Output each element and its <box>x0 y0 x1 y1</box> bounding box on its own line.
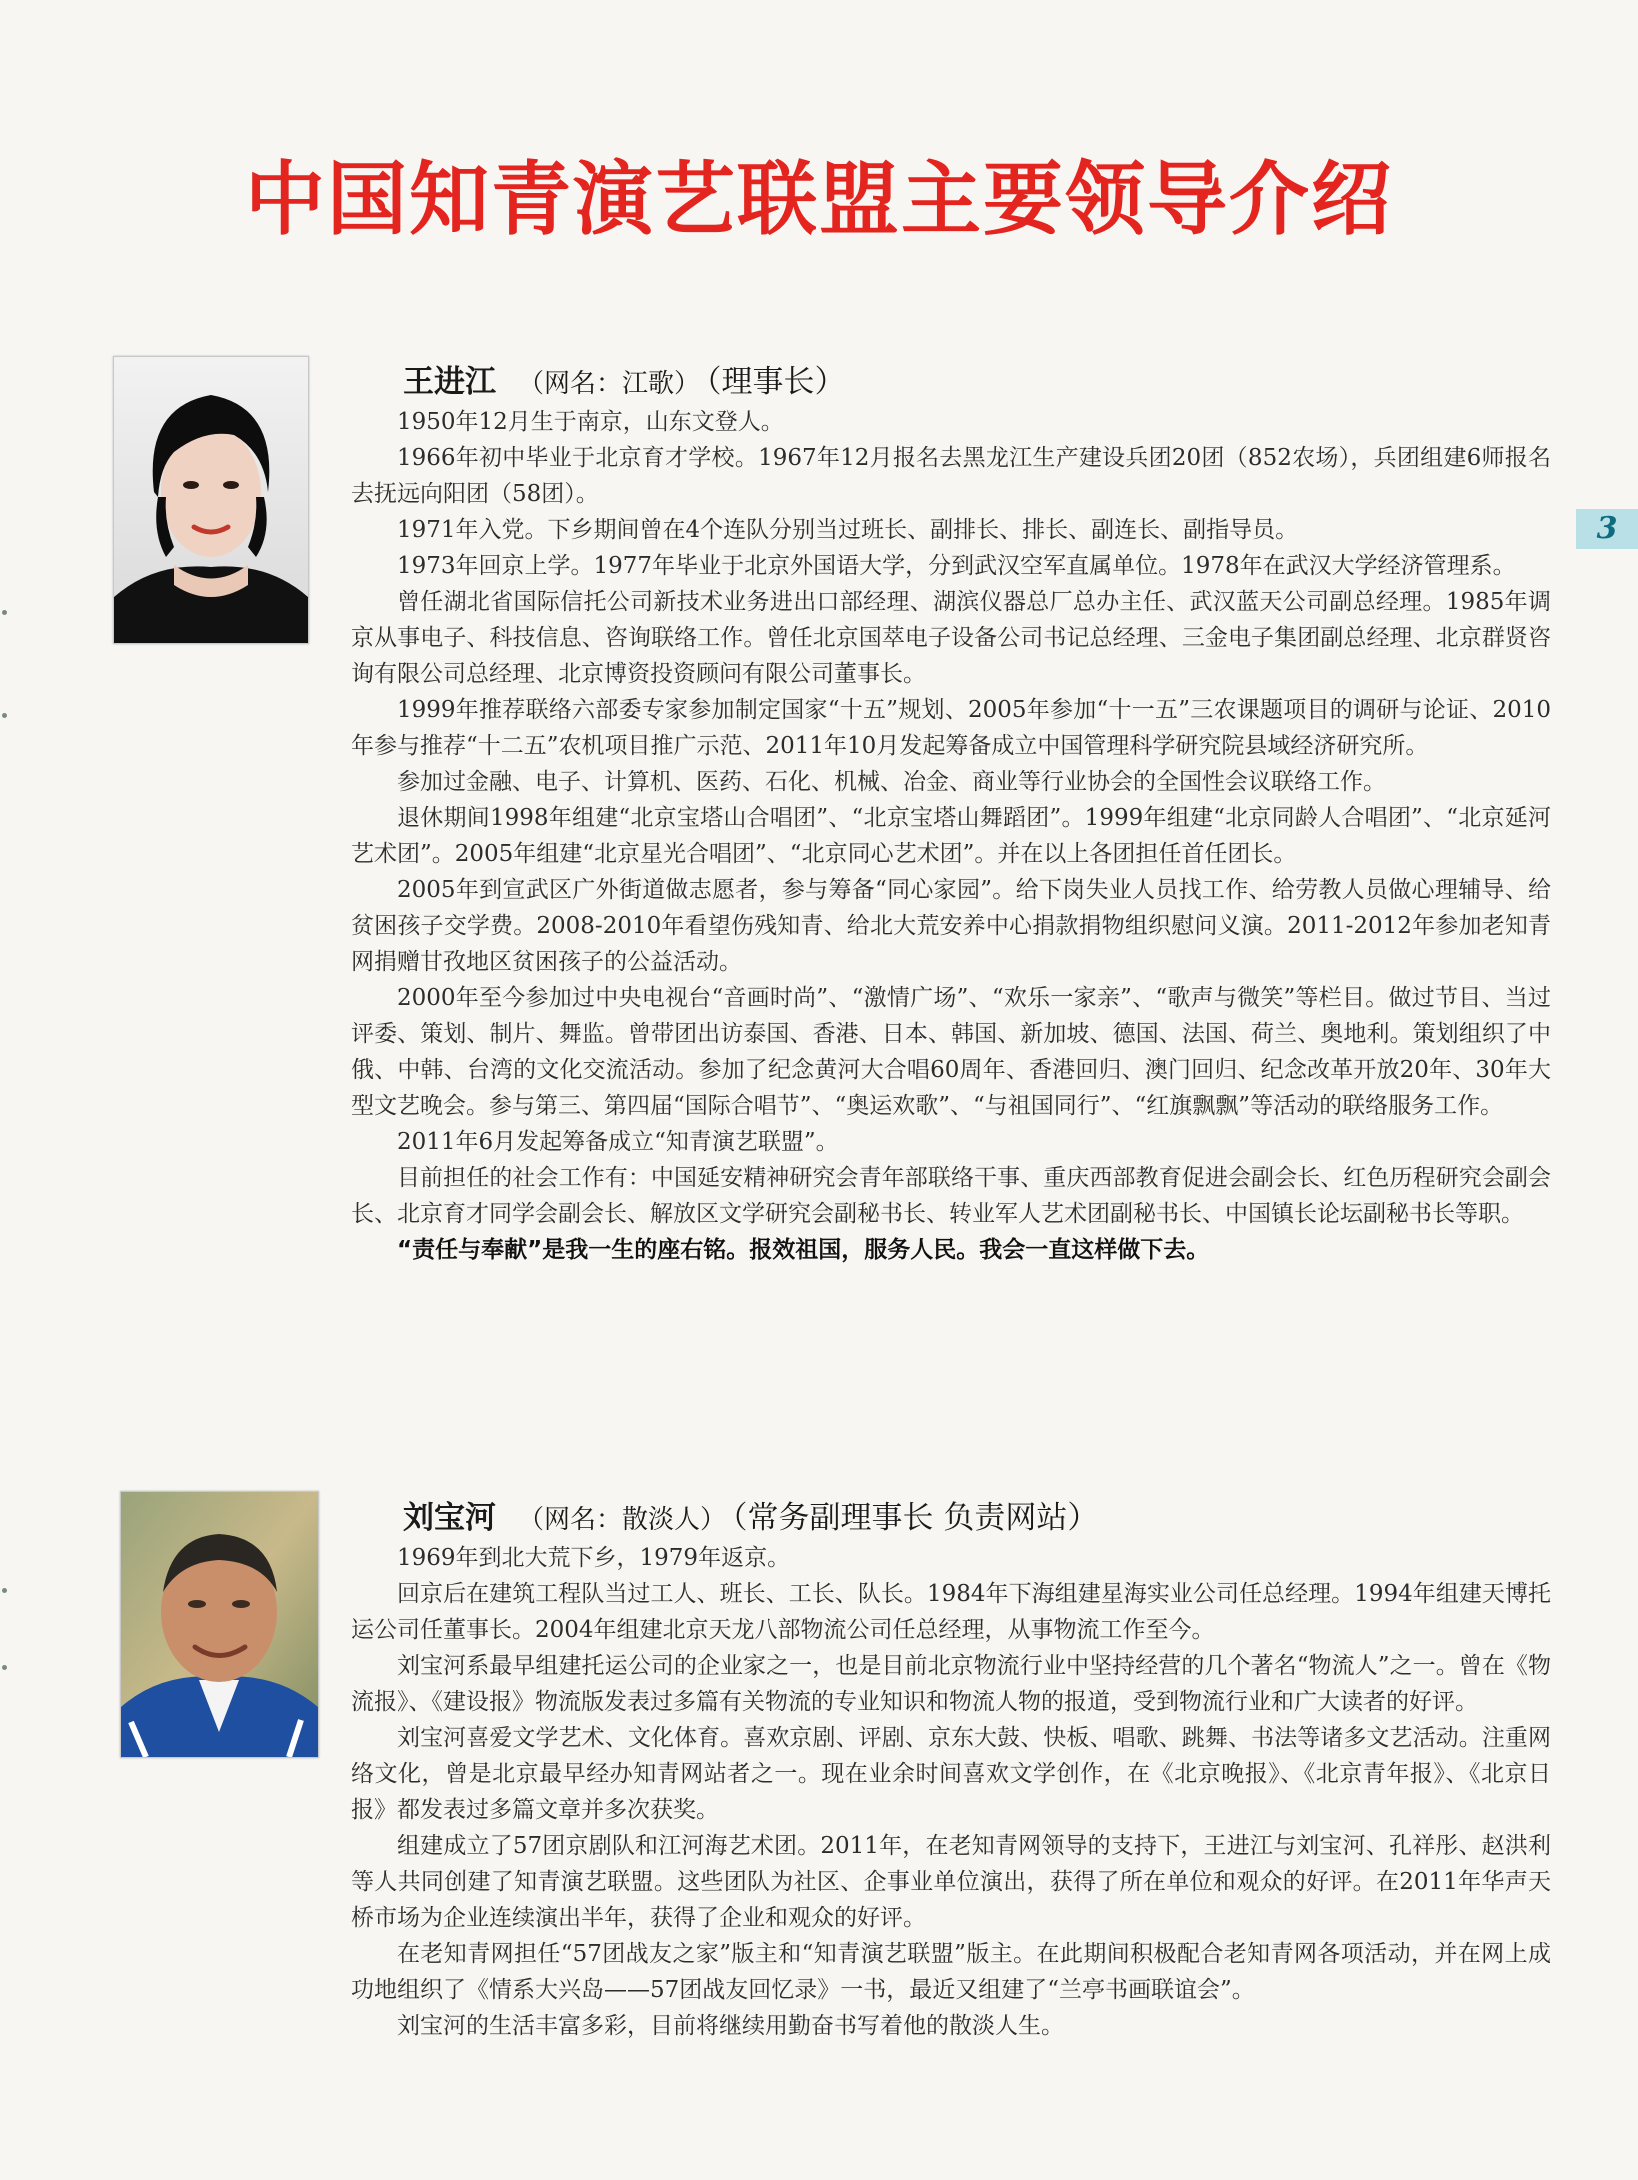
portrait-image <box>114 357 308 643</box>
margin-dot <box>2 1588 7 1593</box>
profile-paragraph: 2005年到宣武区广外街道做志愿者，参与筹备“同心家园”。给下岗失业人员找工作、给劳教人员做心理辅导、给贫困孩子交学费。2008-2010年看望伤残知青、给北大荒安养中心捐款捐物组织慰问义演。2011-2012年参加老知青网捐赠甘孜地区贫困孩子的公益活动。 <box>351 877 1551 975</box>
profile-paragraph: 1966年初中毕业于北京育才学校。1967年12月报名去黑龙江生产建设兵团20团（852农场），兵团组建6师报名去抚远向阳团（58团）。 <box>351 445 1551 507</box>
portrait-image <box>121 1492 318 1757</box>
profile-paragraph: 1973年回京上学。1977年毕业于北京外国语大学，分到武汉空军直属单位。1978年在武汉大学经济管理系。 <box>397 553 1516 579</box>
profile-paragraph: 曾任湖北省国际信托公司新技术业务进出口部经理、湖滨仪器总厂总办主任、武汉蓝天公司副总经理。1985年调京从事电子、科技信息、咨询联络工作。曾任北京国萃电子设备公司书记总经理、三金电子集团副总经理、北京群贤咨询有限公司总经理、北京博资投资顾问有限公司董事长。 <box>351 589 1551 687</box>
profile-paragraph: 1950年12月生于南京，山东文登人。 <box>397 409 784 435</box>
profile-paragraph: 刘宝河的生活丰富多彩，目前将继续用勤奋书写着他的散淡人生。 <box>397 2013 1064 2039</box>
profile-name: 刘宝河 <box>403 1500 496 1536</box>
profile-paragraph: 1969年到北大荒下乡，1979年返京。 <box>397 1545 791 1571</box>
profile-heading <box>403 356 846 401</box>
profile-paragraph: 回京后在建筑工程队当过工人、班长、工长、队长。1984年下海组建星海实业公司任总经理。1994年组建天博托运公司任董事长。2004年组建北京天龙八部物流公司任总经理，从事物流工作至今。 <box>351 1581 1551 1643</box>
margin-dot <box>2 610 7 615</box>
profile-paragraph: 在老知青网担任“57团战友之家”版主和“知青演艺联盟”版主。在此期间积极配合老知青网各项活动，并在网上成功地组织了《情系大兴岛——57团战友回忆录》一书，最近又组建了“兰亭书画联谊会”。 <box>351 1941 1551 2003</box>
profile-nickname: （网名：散淡人） <box>518 1505 727 1535</box>
profile-paragraph: 参加过金融、电子、计算机、医药、石化、机械、冶金、商业等行业协会的全国性会议联络工作。 <box>397 769 1386 795</box>
profile-paragraph: 1999年推荐联络六部委专家参加制定国家“十五”规划、2005年参加“十一五”三农课题项目的调研与论证、2010年参与推荐“十二五”农机项目推广示范、2011年10月发起筹备成立中国管理科学研究院县域经济研究所。 <box>351 697 1551 759</box>
profile-paragraph: 2000年至今参加过中央电视台“音画时尚”、“激情广场”、“欢乐一家亲”、“歌声与微笑”等栏目。做过节目、当过评委、策划、制片、舞监。曾带团出访泰国、香港、日本、韩国、新加坡、德国、法国、荷兰、奥地利。策划组织了中俄、中韩、台湾的文化交流活动。参加了纪念黄河大合唱60周年、香港回归、澳门回归、纪念改革开放20年、30年大型文艺晚会。参与第三、第四届“国际合唱节”、“奥运欢歌”、“与祖国同行”、“红旗飘飘”等活动的联络服务工作。 <box>351 985 1551 1119</box>
portrait-photo-liu-baohe <box>120 1491 319 1758</box>
profile-role: （理事长） <box>706 364 846 400</box>
profile-paragraph: 组建成立了57团京剧队和江河海艺术团。2011年，在老知青网领导的支持下，王进江与刘宝河、孔祥彤、赵洪利等人共同创建了知青演艺联盟。这些团队为社区、企事业单位演出，获得了所在单位和观众的好评。在2011年华声天桥市场为企业连续演出半年，获得了企业和观众的好评。 <box>351 1833 1551 1931</box>
profile-role: （常务副理事长 负责网站） <box>732 1500 1099 1536</box>
profile-paragraph: 退休期间1998年组建“北京宝塔山合唱团”、“北京宝塔山舞蹈团”。1999年组建“北京同龄人合唱团”、“北京延河艺术团”。2005年组建“北京星光合唱团”、“北京同心艺术团”。并在以上各团担任首任团长。 <box>351 805 1551 867</box>
profile-motto: “责任与奉献”是我一生的座右铭。报效祖国，服务人民。我会一直这样做下去。 <box>397 1237 1210 1263</box>
profile-nickname: （网名：江歌） <box>518 369 701 399</box>
margin-dot <box>2 1665 7 1670</box>
profile-name: 王进江 <box>403 364 496 400</box>
margin-dot <box>2 713 7 718</box>
profile-paragraph: 1971年入党。下乡期间曾在4个连队分别当过班长、副排长、排长、副连长、副指导员。 <box>397 517 1299 543</box>
portrait-photo-wang-jinjiang <box>113 356 309 644</box>
page-title: 中国知青演艺联盟主要领导介绍 <box>245 153 1393 246</box>
profile-heading <box>403 1492 1098 1537</box>
profile-paragraph: 目前担任的社会工作有：中国延安精神研究会青年部联络干事、重庆西部教育促进会副会长、红色历程研究会副会长、北京育才同学会副会长、解放区文学研究会副秘书长、转业军人艺术团副秘书长、中国镇长论坛副秘书长等职。 <box>351 1165 1551 1227</box>
profile-paragraph: 2011年6月发起筹备成立“知青演艺联盟”。 <box>397 1129 839 1155</box>
page-number-tab: 3 <box>1576 509 1638 549</box>
profile-body <box>351 1540 1551 2044</box>
profile-paragraph: 刘宝河系最早组建托运公司的企业家之一，也是目前北京物流行业中坚持经营的几个著名“物流人”之一。曾在《物流报》、《建设报》物流版发表过多篇有关物流的专业知识和物流人物的报道，受到物流行业和广大读者的好评。 <box>351 1653 1551 1715</box>
profile-body <box>351 404 1551 1268</box>
profile-paragraph: 刘宝河喜爱文学艺术、文化体育。喜欢京剧、评剧、京东大鼓、快板、唱歌、跳舞、书法等诸多文艺活动。注重网络文化，曾是北京最早经办知青网站者之一。现在业余时间喜欢文学创作，在《北京晚报》、《北京青年报》、《北京日报》都发表过多篇文章并多次获奖。 <box>351 1725 1551 1823</box>
